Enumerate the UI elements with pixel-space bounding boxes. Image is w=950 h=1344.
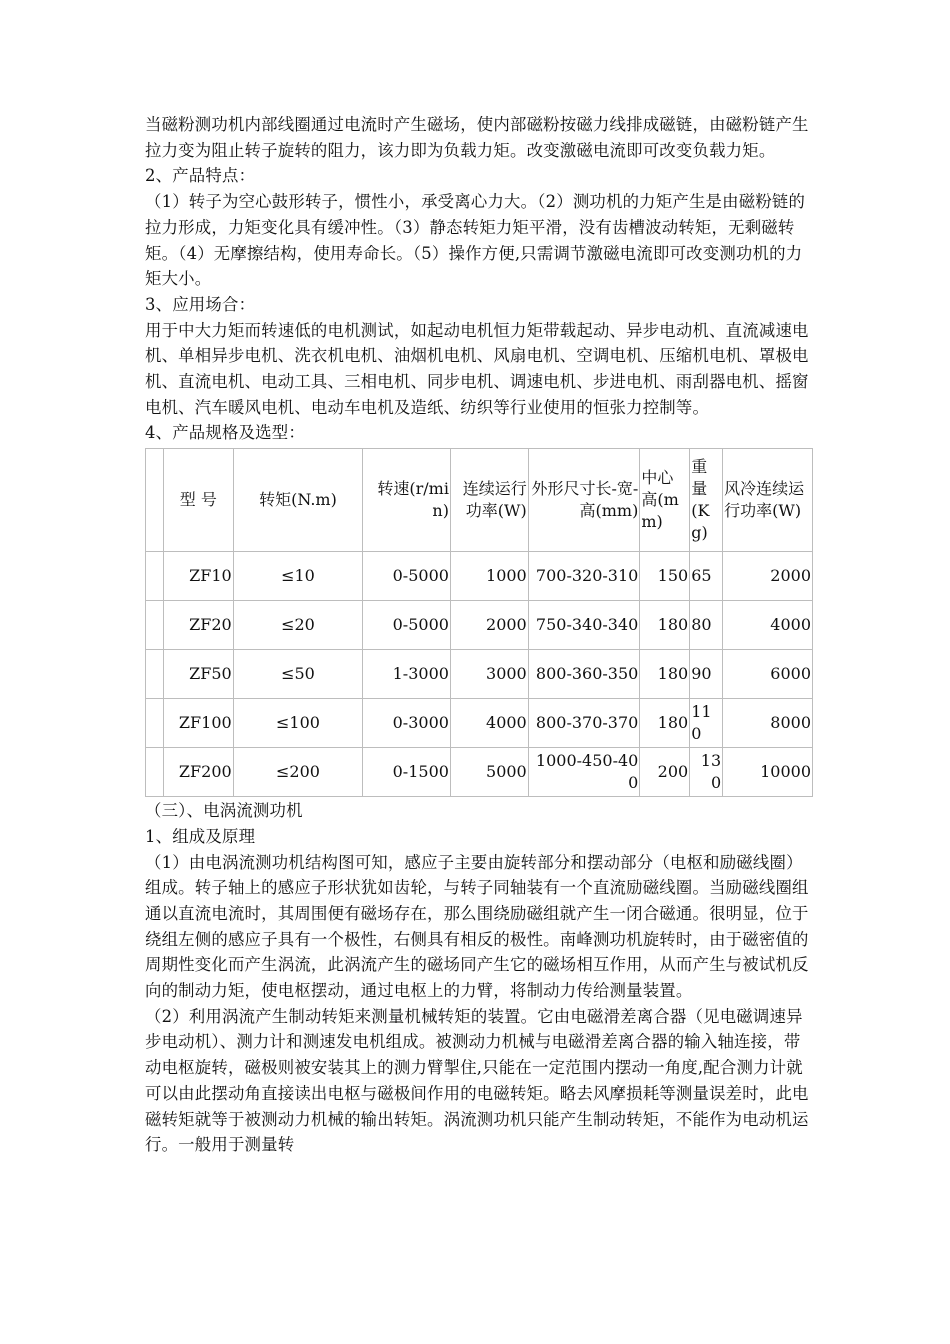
table-row [146, 748, 813, 797]
cell-air-cooled-power: 6000 [723, 650, 813, 699]
cell-speed: 0-3000 [363, 699, 451, 748]
cell-center-height: 150 [640, 552, 690, 601]
cell-model: ZF10 [163, 552, 233, 601]
paragraph-applications: 用于中大力矩而转速低的电机测试，如起动电机恒力矩带载起动、异步电动机、直流减速电机、单相异步电机、洗衣机电机、油烟机电机、风扇电机、空调电机、压缩机电机、罩极电机、直流电机、电动工具、三相电机、同步电机、调速电机、步进电机、雨刮器电机、摇窗电机、汽车暖风电机、电动车电机及造纸、纺织等行业使用的恒张力控制等。 [145, 320, 809, 417]
row-selector-cell [146, 601, 164, 650]
cell-dimensions: 800-360-350 [528, 650, 640, 699]
cell-air-cooled-power: 8000 [723, 699, 813, 748]
heading-eddy-current: （三）、电涡流测功机 [145, 801, 303, 821]
heading-specs: 4、产品规格及选型： [145, 423, 305, 443]
cell-weight: 80 [690, 601, 723, 650]
cell-model: ZF100 [163, 699, 233, 748]
cell-dimensions: 1000-450-400 [528, 748, 640, 797]
cell-torque: ≤10 [233, 552, 363, 601]
cell-air-cooled-power: 4000 [723, 601, 813, 650]
cell-continuous-power: 4000 [450, 699, 528, 748]
header-weight: 重量(Kg) [690, 449, 723, 552]
header-air-cooled-power: 风冷连续运行功率(W) [723, 449, 813, 552]
cell-continuous-power: 2000 [450, 601, 528, 650]
cell-weight: 65 [690, 552, 723, 601]
row-selector-cell [146, 650, 164, 699]
heading-composition: 1、组成及原理 [145, 826, 256, 846]
header-torque: 转矩(N.m) [233, 449, 363, 552]
row-selector-cell [146, 552, 164, 601]
header-center-height: 中心高(mm) [640, 449, 690, 552]
cell-weight: 90 [690, 650, 723, 699]
header-model: 型 号 [163, 449, 233, 552]
cell-center-height: 180 [640, 601, 690, 650]
header-continuous-power: 连续运行功率(W) [450, 449, 528, 552]
table-row [146, 601, 813, 650]
paragraph-principle: 当磁粉测功机内部线圈通过电流时产生磁场，使内部磁粉按磁力线排成磁链，由磁粉链产生拉力变为阻止转子旋转的阻力，该力即为负载力矩。改变激磁电流即可改变负载力矩。 [145, 115, 809, 160]
cell-continuous-power: 3000 [450, 650, 528, 699]
cell-center-height: 180 [640, 699, 690, 748]
cell-center-height: 200 [640, 748, 690, 797]
cell-dimensions: 800-370-370 [528, 699, 640, 748]
document-page [145, 112, 815, 1158]
cell-speed: 0-5000 [363, 601, 451, 650]
cell-air-cooled-power: 10000 [723, 748, 813, 797]
table-row [146, 552, 813, 601]
cell-speed: 1-3000 [363, 650, 451, 699]
table-header-row [146, 449, 813, 552]
row-selector-cell [146, 449, 164, 552]
cell-model: ZF200 [163, 748, 233, 797]
heading-applications: 3、应用场合： [145, 294, 256, 314]
table-row [146, 650, 813, 699]
cell-torque: ≤100 [233, 699, 363, 748]
cell-air-cooled-power: 2000 [723, 552, 813, 601]
cell-dimensions: 750-340-340 [528, 601, 640, 650]
spec-table [145, 448, 813, 797]
cell-speed: 0-1500 [363, 748, 451, 797]
row-selector-cell [146, 748, 164, 797]
cell-speed: 0-5000 [363, 552, 451, 601]
paragraph-eddy-principle-1: （1）由电涡流测功机结构图可知，感应子主要由旋转部分和摆动部分（电枢和励磁线圈）组成。转子轴上的感应子形状犹如齿轮，与转子同轴装有一个直流励磁线圈。当励磁线圈组通以直流电流时，其周围便有磁场存在，那么围绕励磁组就产生一闭合磁通。很明显，位于绕组左侧的感应子具有一个极性，右侧具有相反的极性。南峰测功机旋转时，由于磁密值的周期性变化而产生涡流，此涡流产生的磁场同产生它的磁场相互作用，从而产生与被试机反向的制动力矩，使电枢摆动，通过电枢上的力臂，将制动力传给测量装置。 [145, 852, 809, 1001]
row-selector-cell [146, 699, 164, 748]
cell-torque: ≤200 [233, 748, 363, 797]
heading-features: 2、产品特点： [145, 166, 256, 186]
header-dimensions: 外形尺寸长-宽-高(mm) [528, 449, 640, 552]
cell-torque: ≤20 [233, 601, 363, 650]
cell-torque: ≤50 [233, 650, 363, 699]
paragraph-features: （1）转子为空心鼓形转子，惯性小，承受离心力大。（2）测功机的力矩产生是由磁粉链的拉力形成，力矩变化具有缓冲性。（3）静态转矩力矩平滑，没有齿槽波动转矩，无剩磁转矩。（4）无摩擦结构，使用寿命长。（5）操作方便,只需调节激磁电流即可改变测功机的力矩大小。 [145, 192, 806, 289]
cell-continuous-power: 5000 [450, 748, 528, 797]
table-row [146, 699, 813, 748]
cell-weight: 130 [690, 748, 723, 797]
cell-weight: 110 [690, 699, 723, 748]
paragraph-eddy-principle-2: （2）利用涡流产生制动转矩来测量机械转矩的装置。它由电磁滑差离合器（见电磁调速异步电动机）、测力计和测速发电机组成。被测动力机械与电磁滑差离合器的输入轴连接，带动电枢旋转，磁极则被安装其上的测力臂掣住,只能在一定范围内摆动一角度,配合测力计就可以由此摆动角直接读出电枢与磁极间作用的电磁转矩。略去风摩损耗等测量误差时，此电磁转矩就等于被测动力机械的输出转矩。涡流测功机只能产生制动转矩，不能作为电动机运行。一般用于测量转 [145, 1006, 809, 1155]
cell-model: ZF50 [163, 650, 233, 699]
cell-center-height: 180 [640, 650, 690, 699]
cell-continuous-power: 1000 [450, 552, 528, 601]
cell-dimensions: 700-320-310 [528, 552, 640, 601]
header-speed: 转速(r/min) [363, 449, 451, 552]
cell-model: ZF20 [163, 601, 233, 650]
